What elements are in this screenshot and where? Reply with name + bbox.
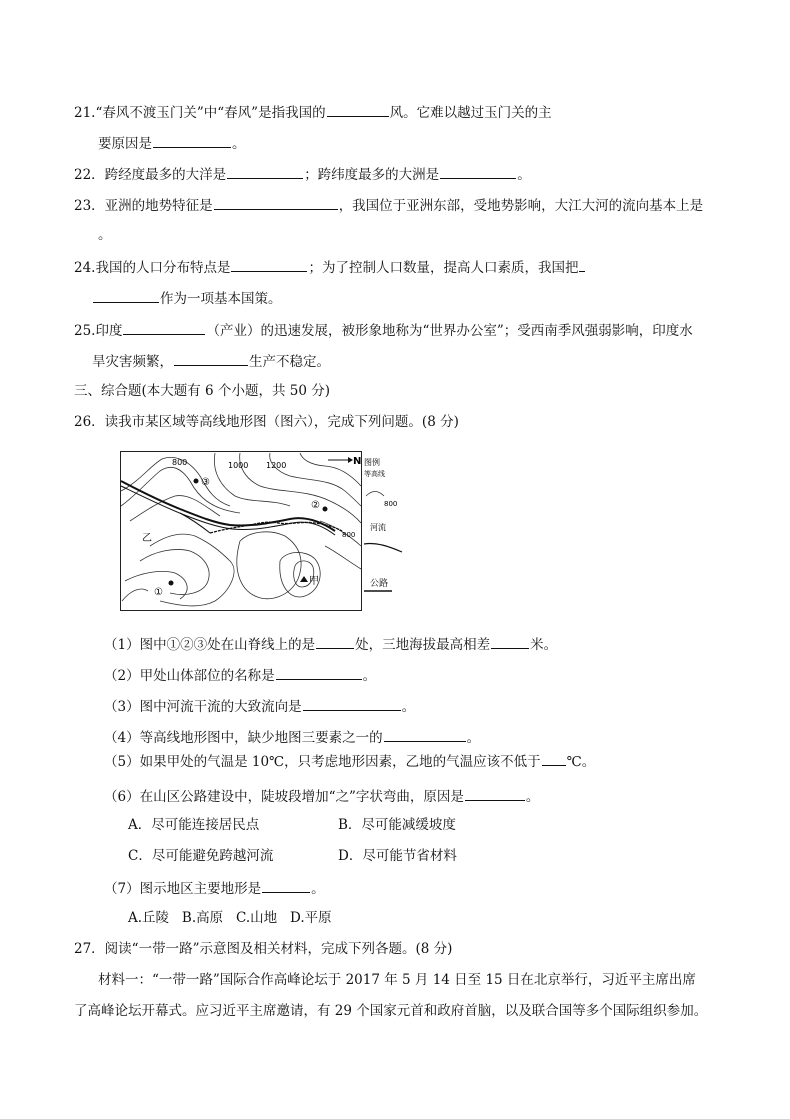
q22-text-c: 。	[517, 167, 531, 183]
q26-sub4-a: （4）等高线地形图中，缺少地图三要素之一的	[104, 730, 383, 746]
q21-text-d: 。	[232, 136, 246, 152]
legend-contour-icon	[366, 492, 384, 497]
q26-opt6-b[interactable]: B．尽可能减缓坡度	[338, 817, 456, 833]
q23-line1	[74, 194, 703, 216]
contour-label-1000: 1000	[228, 461, 249, 470]
legend-river-label: 河流	[370, 523, 386, 532]
q26-opt6-a[interactable]: A．尽可能连接居民点	[128, 817, 260, 833]
q26-opt6-d[interactable]: D．尽可能节省材料	[338, 848, 457, 864]
point-1-dot	[169, 581, 174, 586]
q25-line1	[74, 319, 693, 341]
q26-sub1	[104, 633, 557, 655]
q26-sub1-a: （1）图中①②③处在山脊线上的是	[104, 637, 316, 653]
q26-sub3-b: 。	[401, 699, 416, 715]
q23-blank-terrain[interactable]	[214, 194, 338, 210]
q24-text-c: 作为一项基本国策。	[160, 291, 282, 307]
q26-sub7-b: 。	[311, 881, 325, 897]
q25-text-b: （产业）的迅速发展，被形象地称为“世界办公室”；受西南季风强弱影响，印度水	[206, 323, 693, 339]
q21-blank-wind[interactable]	[327, 101, 389, 117]
q21-text-b: 风。它难以越过玉门关的主	[389, 105, 552, 121]
q26-sub1-c: 米。	[530, 637, 558, 653]
q25-text-c: 旱灾害频繁，	[92, 354, 173, 370]
contour-label-800a: 800	[172, 458, 188, 467]
q26-sub6-a: （6）在山区公路建设中，陡坡段增加“之”字状弯曲，原因是	[104, 789, 464, 805]
legend-title: 图例	[364, 458, 380, 467]
q24-text-b: ；为了控制人口数量，提高人口素质，我国把	[308, 260, 579, 276]
q24-line1	[74, 256, 586, 278]
q22-line	[74, 163, 531, 185]
q25-text-d: 生产不稳定。	[249, 354, 330, 370]
q27-material1-line1: 材料一：“一带一路”国际合作高峰论坛于 2017 年 5 月 14 日至 15 日在北京举行，习近平主席出席	[98, 972, 696, 988]
q23-text-b: ，我国位于亚洲东部，受地势影响，大江大河的流向基本上是	[338, 198, 704, 214]
jia-label: 甲	[309, 576, 319, 587]
q22-blank-ocean[interactable]	[227, 163, 303, 179]
q26-blank-ridge[interactable]	[316, 633, 354, 649]
q24-blank-tail[interactable]	[579, 256, 585, 272]
q26-opt7[interactable]: A.丘陵 B.高原 C.山地 D.平原	[128, 910, 332, 926]
q25-text-a: 25.印度	[74, 323, 123, 339]
point-3-label: ③	[201, 477, 210, 488]
q26-sub7-a: （7）图示地区主要地形是	[104, 881, 262, 897]
contour-map	[120, 451, 362, 611]
q26-sub4	[104, 726, 480, 748]
q22-blank-continent[interactable]	[440, 163, 516, 179]
q22-text-b: ；跨纬度最多的大洲是	[304, 167, 440, 183]
q25-blank-industry[interactable]	[123, 319, 205, 335]
q24-text-a: 24.我国的人口分布特点是	[74, 260, 231, 276]
q26-opt6-c[interactable]: C．尽可能避免跨越河流	[128, 848, 274, 864]
q26-sub6-b: 。	[525, 789, 540, 805]
point-2-dot	[323, 507, 328, 512]
q23-text-a: 23．亚洲的地势特征是	[74, 198, 213, 214]
q25-line2	[92, 350, 330, 372]
legend-contour-value: 800	[384, 500, 398, 508]
legend-road-label: 公路	[370, 579, 389, 589]
q26-blank-difference[interactable]	[491, 633, 529, 649]
q26-sub2-a: （2）甲处山体部位的名称是	[104, 668, 275, 684]
point-1-label: ①	[154, 587, 163, 598]
legend-contour-label: 等高线	[364, 470, 385, 478]
q24-line2	[92, 287, 282, 309]
q26-blank-part[interactable]	[276, 664, 362, 680]
point-2-label: ②	[311, 500, 320, 511]
q26-blank-reason[interactable]	[465, 785, 525, 801]
north-label: N	[353, 456, 362, 467]
q21-line2	[98, 132, 246, 154]
q26-sub3	[104, 695, 415, 717]
q24-blank-distribution[interactable]	[231, 256, 307, 272]
q23-text-c: 。	[98, 227, 112, 243]
q26-sub7	[104, 877, 325, 899]
q21-line1	[74, 101, 552, 123]
q26-sub2-b: 。	[362, 668, 377, 684]
q26-sub2	[104, 664, 376, 686]
q21-blank-reason[interactable]	[153, 132, 231, 148]
q23-line2	[98, 225, 112, 245]
q24-blank-policy[interactable]	[93, 287, 159, 303]
q21-text-c: 要原因是	[98, 136, 152, 152]
q26-blank-landform[interactable]	[262, 877, 310, 893]
q26-blank-direction[interactable]	[303, 695, 401, 711]
q21-text-a: 21.“春风不渡玉门关”中“春风”是指我国的	[74, 105, 326, 121]
q26-sub1-b: 处，三地海拔最高相差	[355, 637, 491, 653]
q27-title: 27．阅读“一带一路”示意图及相关材料，完成下列各题。(8 分)	[74, 941, 453, 957]
q26-sub6	[104, 785, 539, 807]
q26-blank-temperature[interactable]	[542, 750, 566, 766]
q22-text-a: 22．跨经度最多的大洋是	[74, 167, 227, 183]
contour-label-1200: 1200	[266, 461, 287, 470]
legend-river-icon	[364, 543, 402, 552]
yi-label: 乙	[142, 533, 152, 544]
q26-sub5	[104, 750, 595, 772]
q26-title: 26．读我市某区域等高线地形图（图六），完成下列问题。(8 分)	[74, 414, 459, 430]
q26-sub5-b: ℃。	[566, 754, 596, 770]
q25-blank-sector[interactable]	[174, 350, 248, 366]
q26-blank-element[interactable]	[384, 726, 466, 742]
q27-material1-line2: 了高峰论坛开幕式。应习近平主席邀请，有 29 个国家元首和政府首脑，以及联合国等多个国际组织参加。	[74, 1003, 708, 1019]
q26-sub3-a: （3）图中河流干流的大致流向是	[104, 699, 302, 715]
point-3-dot	[194, 479, 199, 484]
q26-sub5-a: （5）如果甲处的气温是 10℃，只考虑地形因素，乙地的气温应该不低于	[104, 754, 541, 770]
map-legend	[362, 456, 422, 606]
section-3-heading: 三、综合题(本大题有 6 个小题，共 50 分)	[74, 383, 330, 399]
q26-sub4-b: 。	[466, 730, 481, 746]
contour-label-800b: 800	[342, 531, 356, 539]
